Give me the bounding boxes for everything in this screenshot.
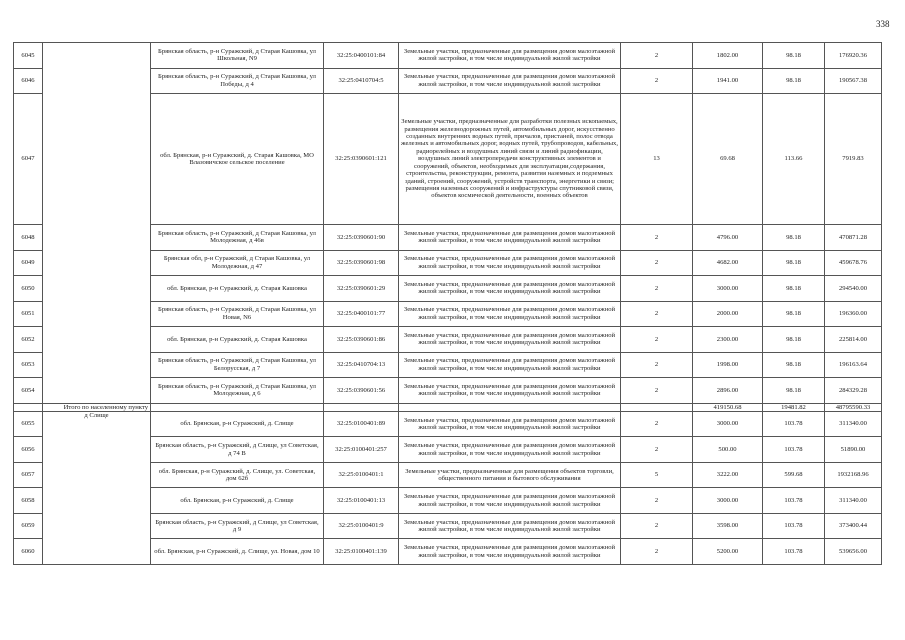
area-cell: 500.00 — [693, 437, 763, 463]
cadastral-number-cell: 32:25:0390601:121 — [324, 94, 399, 225]
use-code-cell: 2 — [621, 437, 693, 463]
row-number: 6058 — [14, 488, 43, 514]
area-cell: 3000.00 — [693, 276, 763, 302]
row-number: 6057 — [14, 462, 43, 488]
area-cell: 1802.00 — [693, 43, 763, 69]
total-empty-cell — [324, 403, 399, 411]
rate-cell: 98.18 — [763, 301, 825, 327]
land-use-cell: Земельные участки, предназначенные для размещения домов малоэтажной жилой застройки, в том числе индивидуальной жилой застройки — [399, 43, 621, 69]
area-cell: 4682.00 — [693, 250, 763, 276]
cadastral-value-cell: 284329.28 — [825, 378, 882, 404]
rate-cell: 98.18 — [763, 250, 825, 276]
row-number: 6046 — [14, 68, 43, 94]
address-cell: Брянская область, р-н Суражский, д Старая Кашовка, ул Победы, д 4 — [151, 68, 324, 94]
use-code-cell: 5 — [621, 462, 693, 488]
row-number: 6059 — [14, 513, 43, 539]
use-code-cell: 2 — [621, 513, 693, 539]
use-code-cell: 2 — [621, 225, 693, 251]
total-empty-cell — [621, 403, 693, 411]
use-code-cell: 2 — [621, 301, 693, 327]
row-number: 6052 — [14, 327, 43, 353]
address-cell: обл. Брянская, р-н Суражский, д. Слище — [151, 488, 324, 514]
cadastral-value-cell: 311340.00 — [825, 411, 882, 437]
rate-cell: 98.18 — [763, 43, 825, 69]
land-use-cell: Земельные участки, предназначенные для размещения домов малоэтажной жилой застройки, в том числе индивидуальной жилой застройки — [399, 301, 621, 327]
cadastral-value-cell: 373400.44 — [825, 513, 882, 539]
cadastral-value-cell: 539656.00 — [825, 539, 882, 565]
total-area: 419150.68 — [693, 403, 763, 411]
cadastral-value-cell: 176920.36 — [825, 43, 882, 69]
use-code-cell: 2 — [621, 327, 693, 353]
cadastral-number-cell: 32:25:0410704:13 — [324, 352, 399, 378]
row-number: 6054 — [14, 378, 43, 404]
rate-cell: 98.18 — [763, 378, 825, 404]
address-cell: обл. Брянская, р-н Суражский, д. Слище, ул. Новая, дом 10 — [151, 539, 324, 565]
land-use-cell: Земельные участки, предназначенные для размещения домов малоэтажной жилой застройки, в том числе индивидуальной жилой застройки — [399, 250, 621, 276]
address-cell: обл. Брянская, р-н Суражский, д. Слище — [151, 411, 324, 437]
land-use-cell: Земельные участки, предназначенные для размещения домов малоэтажной жилой застройки, в том числе индивидуальной жилой застройки — [399, 378, 621, 404]
cadastral-value-cell: 190567.38 — [825, 68, 882, 94]
area-cell: 1941.00 — [693, 68, 763, 94]
land-registry-table — [13, 42, 882, 565]
total-empty-cell — [151, 403, 324, 411]
cadastral-value-cell: 225814.00 — [825, 327, 882, 353]
address-cell: Брянская область, р-н Суражский, д Старая Кашовка, ул Новая, N6 — [151, 301, 324, 327]
total-rate: 19481.82 — [763, 403, 825, 411]
cadastral-number-cell: 32:25:0410704:5 — [324, 68, 399, 94]
address-cell: Брянская область, р-н Суражский, д Старая Кашовка, ул Школьная, N9 — [151, 43, 324, 69]
row-number: 6056 — [14, 437, 43, 463]
area-cell: 3598.00 — [693, 513, 763, 539]
area-cell: 3000.00 — [693, 488, 763, 514]
row-number: 6051 — [14, 301, 43, 327]
use-code-cell: 2 — [621, 488, 693, 514]
cadastral-number-cell: 32:25:0100401:89 — [324, 411, 399, 437]
address-cell: Брянская область, р-н Суражский, д Старая Кашовка, ул Молодежная, д 46в — [151, 225, 324, 251]
page-number: 338 — [876, 19, 890, 29]
row-number: 6049 — [14, 250, 43, 276]
rate-cell: 103.78 — [763, 539, 825, 565]
cadastral-value-cell: 7919.83 — [825, 94, 882, 225]
cadastral-number-cell: 32:25:0390601:98 — [324, 250, 399, 276]
address-cell: Брянская область, р-н Суражский, д Слище, ул Советская, д 9 — [151, 513, 324, 539]
total-row — [14, 403, 882, 411]
cadastral-number-cell: 32:25:0390601:86 — [324, 327, 399, 353]
use-code-cell: 13 — [621, 94, 693, 225]
rate-cell: 98.18 — [763, 327, 825, 353]
row-number: 6045 — [14, 43, 43, 69]
address-cell: Брянская область, р-н Суражский, д Старая Кашовка, ул Белорусская, д 7 — [151, 352, 324, 378]
land-use-cell: Земельные участки, предназначенные для размещения домов малоэтажной жилой застройки, в том числе индивидуальной жилой застройки — [399, 513, 621, 539]
cadastral-number-cell: 32:25:0390601:90 — [324, 225, 399, 251]
cadastral-value-cell: 294540.00 — [825, 276, 882, 302]
use-code-cell: 2 — [621, 378, 693, 404]
use-code-cell: 2 — [621, 352, 693, 378]
address-cell: Брянская область, р-н Суражский, д Старая Кашовка, ул Молодежная, д 6 — [151, 378, 324, 404]
total-label: Итого по населенному пункту — [43, 403, 151, 411]
area-cell: 69.68 — [693, 94, 763, 225]
cadastral-value-cell: 470871.28 — [825, 225, 882, 251]
total-value: 48795590.33 — [825, 403, 882, 411]
address-cell: Брянская область, р-н Суражский, д Слище, ул Советская, д 74 В — [151, 437, 324, 463]
cadastral-number-cell: 32:25:0100401:13 — [324, 488, 399, 514]
table-body — [14, 43, 882, 565]
land-use-cell: Земельные участки, предназначенные для размещения домов малоэтажной жилой застройки, в том числе индивидуальной жилой застройки — [399, 352, 621, 378]
use-code-cell: 2 — [621, 539, 693, 565]
cadastral-value-cell: 196360.00 — [825, 301, 882, 327]
address-cell: обл. Брянская, р-н Суражский, д. Старая Кашовка — [151, 327, 324, 353]
row-number: 6048 — [14, 225, 43, 251]
land-use-cell: Земельные участки, предназначенные для размещения домов малоэтажной жилой застройки, в том числе индивидуальной жилой застройки — [399, 68, 621, 94]
rate-cell: 103.78 — [763, 488, 825, 514]
cadastral-number-cell: 32:25:0390601:29 — [324, 276, 399, 302]
cadastral-number-cell: 32:25:0100401:257 — [324, 437, 399, 463]
rate-cell: 103.78 — [763, 513, 825, 539]
table-row — [14, 411, 882, 437]
cadastral-value-cell: 196163.64 — [825, 352, 882, 378]
land-use-cell: Земельные участки, предназначенные для размещения домов малоэтажной жилой застройки, в том числе индивидуальной жилой застройки — [399, 225, 621, 251]
row-number: 6047 — [14, 94, 43, 225]
land-use-cell: Земельные участки, предназначенные для размещения домов малоэтажной жилой застройки, в том числе индивидуальной жилой застройки — [399, 411, 621, 437]
rate-cell: 599.68 — [763, 462, 825, 488]
cadastral-value-cell: 459678.76 — [825, 250, 882, 276]
locality-cell: д Слище — [43, 411, 151, 564]
cadastral-value-cell: 311340.00 — [825, 488, 882, 514]
land-use-cell: Земельные участки, предназначенные для размещения домов малоэтажной жилой застройки, в том числе индивидуальной жилой застройки — [399, 539, 621, 565]
area-cell: 5200.00 — [693, 539, 763, 565]
area-cell: 2000.00 — [693, 301, 763, 327]
area-cell: 2896.00 — [693, 378, 763, 404]
rate-cell: 98.18 — [763, 68, 825, 94]
rate-cell: 98.18 — [763, 276, 825, 302]
row-number: 6060 — [14, 539, 43, 565]
land-use-cell: Земельные участки, предназначенные для размещения домов малоэтажной жилой застройки, в том числе индивидуальной жилой застройки — [399, 276, 621, 302]
cadastral-number-cell: 32:25:0100401:1 — [324, 462, 399, 488]
area-cell: 4796.00 — [693, 225, 763, 251]
land-use-cell: Земельные участки, предназначенные для размещения домов малоэтажной жилой застройки, в том числе индивидуальной жилой застройки — [399, 327, 621, 353]
address-cell: обл. Брянская, р-н Суражский, д. Слище, ул. Советская, дом 62б — [151, 462, 324, 488]
land-use-cell: Земельные участки, предназначенные для размещения домов малоэтажной жилой застройки, в том числе индивидуальной жилой застройки — [399, 437, 621, 463]
row-number: 6053 — [14, 352, 43, 378]
address-cell: обл. Брянская, р-н Суражский, д. Старая Кашовка — [151, 276, 324, 302]
rate-cell: 113.66 — [763, 94, 825, 225]
cadastral-number-cell: 32:25:0100401:9 — [324, 513, 399, 539]
address-cell: Брянская обл, р-н Суражский, д Старая Кашовка, ул Молодежная, д 47 — [151, 250, 324, 276]
land-use-cell: Земельные участки, предназначенные для размещения домов малоэтажной жилой застройки, в том числе индивидуальной жилой застройки — [399, 488, 621, 514]
cadastral-number-cell: 32:25:0390601:56 — [324, 378, 399, 404]
rate-cell: 98.18 — [763, 352, 825, 378]
row-number: 6050 — [14, 276, 43, 302]
rate-cell: 103.78 — [763, 411, 825, 437]
total-empty-cell — [14, 403, 43, 411]
use-code-cell: 2 — [621, 411, 693, 437]
area-cell: 1998.00 — [693, 352, 763, 378]
table-row — [14, 43, 882, 69]
area-cell: 2300.00 — [693, 327, 763, 353]
land-use-cell: Земельные участки, предназначенные для размещения объектов торговли, общественного питания и бытового обслуживания — [399, 462, 621, 488]
cadastral-number-cell: 32:25:0400101:84 — [324, 43, 399, 69]
use-code-cell: 2 — [621, 276, 693, 302]
address-cell: обл. Брянская, р-н Суражский, д. Старая Кашовка, МО Влазовичское сельское поселение — [151, 94, 324, 225]
locality-cell — [43, 43, 151, 404]
rate-cell: 103.78 — [763, 437, 825, 463]
cadastral-number-cell: 32:25:0400101:77 — [324, 301, 399, 327]
rate-cell: 98.18 — [763, 225, 825, 251]
land-use-cell: Земельные участки, предназначенные для разработки полезных ископаемых, размещения железнодорожных путей, автомобильных дорог, искусственно созданных внутренних водных путей, причалов, пристаней, полос отвода железных и автомобильных дорог, водных путей, трубопроводов, кабельных, радиорелейных и воздушных линий связи и линий радиофикации, воздушных линий электропередачи конструктивных элементов и сооружений, объектов, необходимых для эксплуатации,содержания, строительства, реконструкции, ремонта, развития наземных и подземных зданий, строений, сооружений, устройств транспорта, энергетики и связи; размещения наземных сооружений и инфраструктуры спутниковой связи, объектов космической деятельности, военных объектов — [399, 94, 621, 225]
cadastral-number-cell: 32:25:0100401:139 — [324, 539, 399, 565]
area-cell: 3222.00 — [693, 462, 763, 488]
cadastral-value-cell: 1932168.96 — [825, 462, 882, 488]
cadastral-value-cell: 51890.00 — [825, 437, 882, 463]
use-code-cell: 2 — [621, 43, 693, 69]
use-code-cell: 2 — [621, 250, 693, 276]
area-cell: 3000.00 — [693, 411, 763, 437]
total-empty-cell — [399, 403, 621, 411]
row-number: 6055 — [14, 411, 43, 437]
use-code-cell: 2 — [621, 68, 693, 94]
